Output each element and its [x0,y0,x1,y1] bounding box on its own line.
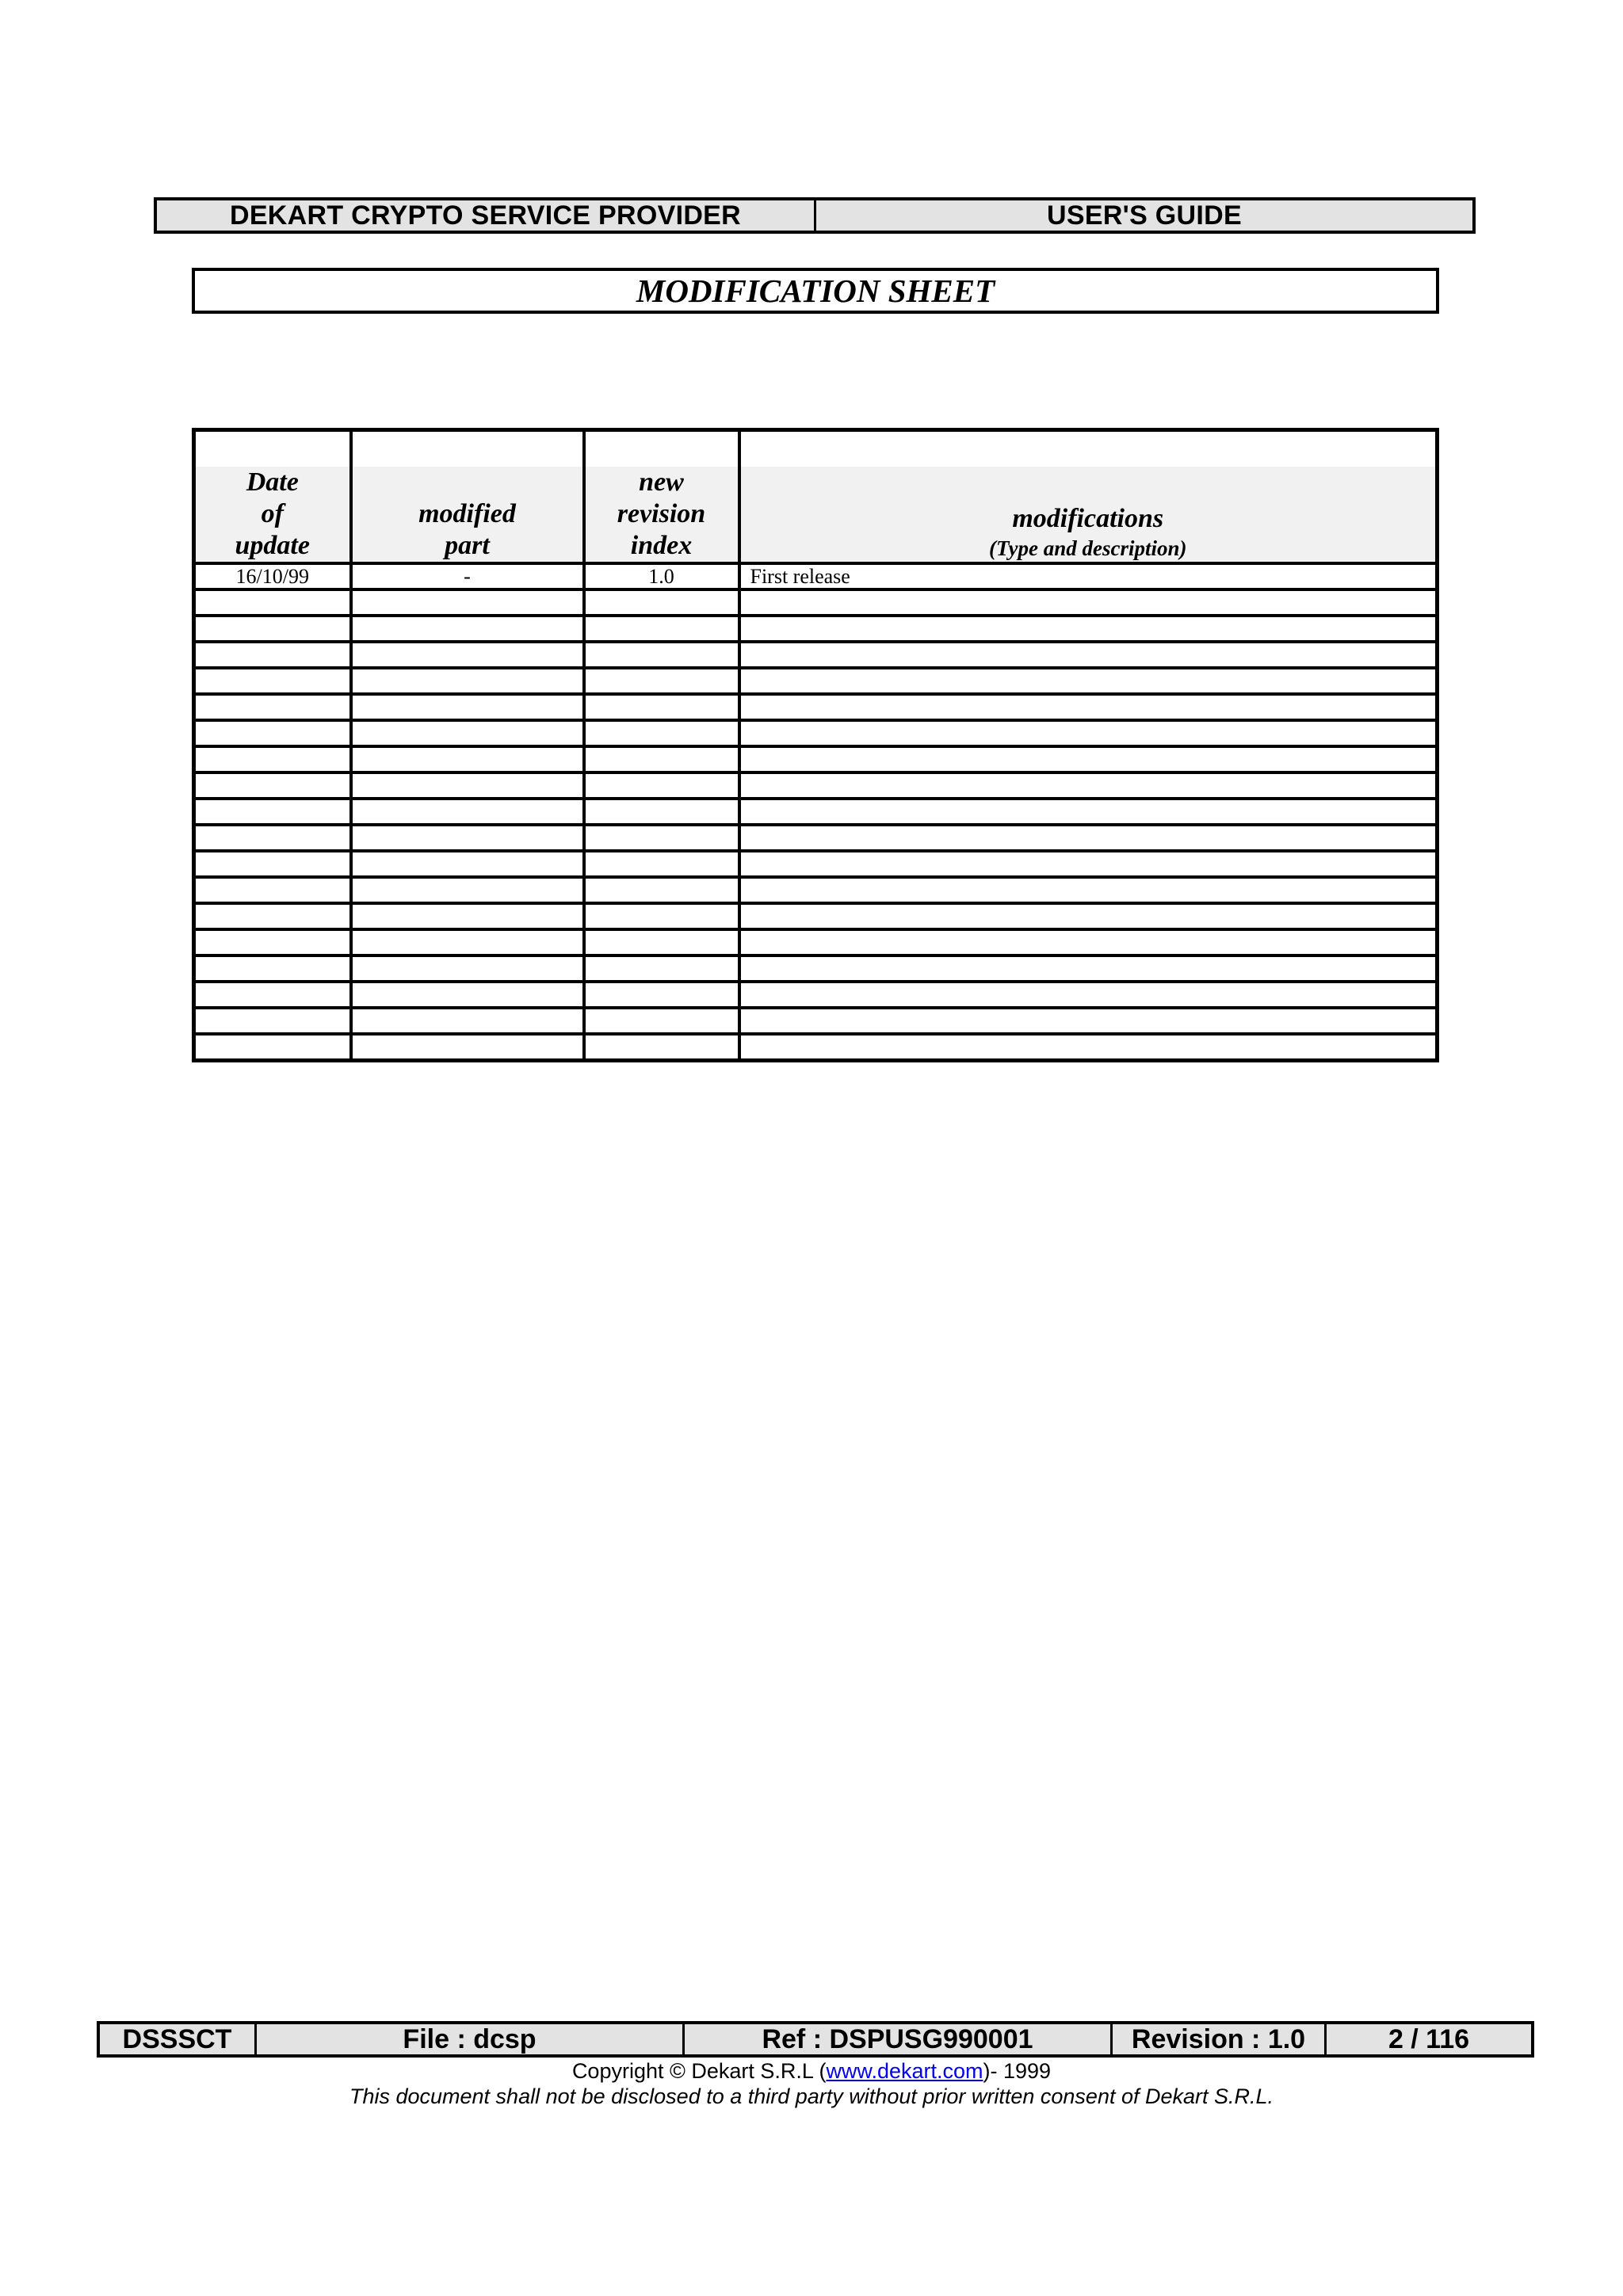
cell-modified-part [351,877,584,903]
table-row [194,642,1438,668]
table-row [194,825,1438,851]
cell-modification [739,642,1438,668]
header-product-name: DEKART CRYPTO SERVICE PROVIDER [157,200,816,231]
cell-date [194,851,351,877]
cell-revision-index: 1.0 [584,563,739,589]
cell-modified-part [351,903,584,929]
document-header [154,197,1476,234]
cell-modification [739,903,1438,929]
cell-revision-index [584,799,739,825]
copyright-suffix: )- 1999 [983,2059,1052,2083]
cell-modification [739,851,1438,877]
cell-date [194,982,351,1008]
footer-code: DSSSCT [100,2024,257,2054]
cell-revision-index [584,746,739,772]
table-row [194,1008,1438,1034]
cell-revision-index [584,982,739,1008]
cell-modified-part [351,929,584,955]
cell-revision-index [584,877,739,903]
cell-modified-part [351,589,584,616]
cell-modification [739,825,1438,851]
cell-modification [739,1034,1438,1061]
cell-date: 16/10/99 [194,563,351,589]
cell-modification [739,668,1438,694]
cell-modification [739,929,1438,955]
cell-modified-part [351,1034,584,1061]
cell-date [194,1034,351,1061]
footer-file: File : dcsp [257,2024,685,2054]
cell-modified-part [351,1008,584,1034]
cell-revision-index [584,642,739,668]
cell-revision-index [584,720,739,746]
cell-modification [739,772,1438,799]
cell-date [194,642,351,668]
table-row [194,903,1438,929]
header-modifications-subtitle: (Type and description) [989,536,1187,560]
header-modifications: modifications (Type and description) [739,430,1438,564]
table-row [194,851,1438,877]
confidentiality-notice: This document shall not be disclosed to a third party without prior written consent of Dekart S.R.L. [349,2084,1274,2108]
cell-date [194,746,351,772]
table-row [194,955,1438,982]
table-row [194,746,1438,772]
cell-date [194,929,351,955]
cell-modification [739,799,1438,825]
table-row [194,877,1438,903]
cell-modification [739,589,1438,616]
cell-modified-part [351,825,584,851]
modification-table [192,428,1439,1062]
table-row [194,720,1438,746]
cell-date [194,694,351,720]
cell-modification [739,720,1438,746]
cell-revision-index [584,825,739,851]
cell-date [194,668,351,694]
cell-modified-part [351,982,584,1008]
cell-revision-index [584,1034,739,1061]
cell-modified-part [351,694,584,720]
cell-revision-index [584,851,739,877]
cell-modified-part [351,799,584,825]
table-row [194,668,1438,694]
cell-modification [739,1008,1438,1034]
cell-modification [739,616,1438,642]
cell-modified-part [351,851,584,877]
cell-revision-index [584,955,739,982]
cell-date [194,720,351,746]
footer-page-number: 2 / 116 [1388,2023,1470,2054]
cell-modified-part [351,668,584,694]
cell-revision-index [584,589,739,616]
cell-revision-index [584,694,739,720]
table-body [194,563,1438,1061]
cell-revision-index [584,772,739,799]
cell-revision-index [584,668,739,694]
header-new-revision-index: new revision index [584,430,739,564]
cell-modification [739,877,1438,903]
cell-date [194,589,351,616]
footer-ref: Ref : DSPUSG990001 [685,2024,1113,2054]
cell-date [194,903,351,929]
table-row [194,616,1438,642]
header-modified-part: modified part [351,430,584,564]
document-footer [97,2021,1534,2058]
cell-revision-index [584,929,739,955]
cell-date [194,616,351,642]
footer-revision: Revision : 1.0 [1113,2024,1327,2054]
cell-modification: First release [739,563,1438,589]
cell-date [194,877,351,903]
header-date-of-update: Date of update [194,430,351,564]
table-row [194,799,1438,825]
cell-date [194,1008,351,1034]
page-title: MODIFICATION SHEET [192,268,1439,314]
cell-date [194,772,351,799]
copyright-line [0,2058,1623,2084]
copyright-prefix: Copyright © Dekart S.R.L ( [571,2059,827,2083]
cell-modified-part [351,616,584,642]
cell-modified-part [351,746,584,772]
cell-revision-index [584,616,739,642]
dekart-website-link[interactable]: www.dekart.com [826,2059,983,2083]
table-row [194,694,1438,720]
table-row [194,772,1438,799]
cell-modified-part: - [351,563,584,589]
cell-date [194,799,351,825]
cell-modified-part [351,642,584,668]
cell-date [194,955,351,982]
header-document-type: USER'S GUIDE [1047,200,1242,231]
cell-modified-part [351,772,584,799]
table-row [194,929,1438,955]
table-row [194,589,1438,616]
cell-modification [739,955,1438,982]
cell-modification [739,694,1438,720]
cell-modification [739,982,1438,1008]
cell-modified-part [351,720,584,746]
cell-revision-index [584,903,739,929]
cell-date [194,825,351,851]
table-row [194,1034,1438,1061]
table-row [194,982,1438,1008]
table-row [194,563,1438,589]
cell-modification [739,746,1438,772]
table-header-row [194,430,1438,564]
cell-revision-index [584,1008,739,1034]
cell-modified-part [351,955,584,982]
